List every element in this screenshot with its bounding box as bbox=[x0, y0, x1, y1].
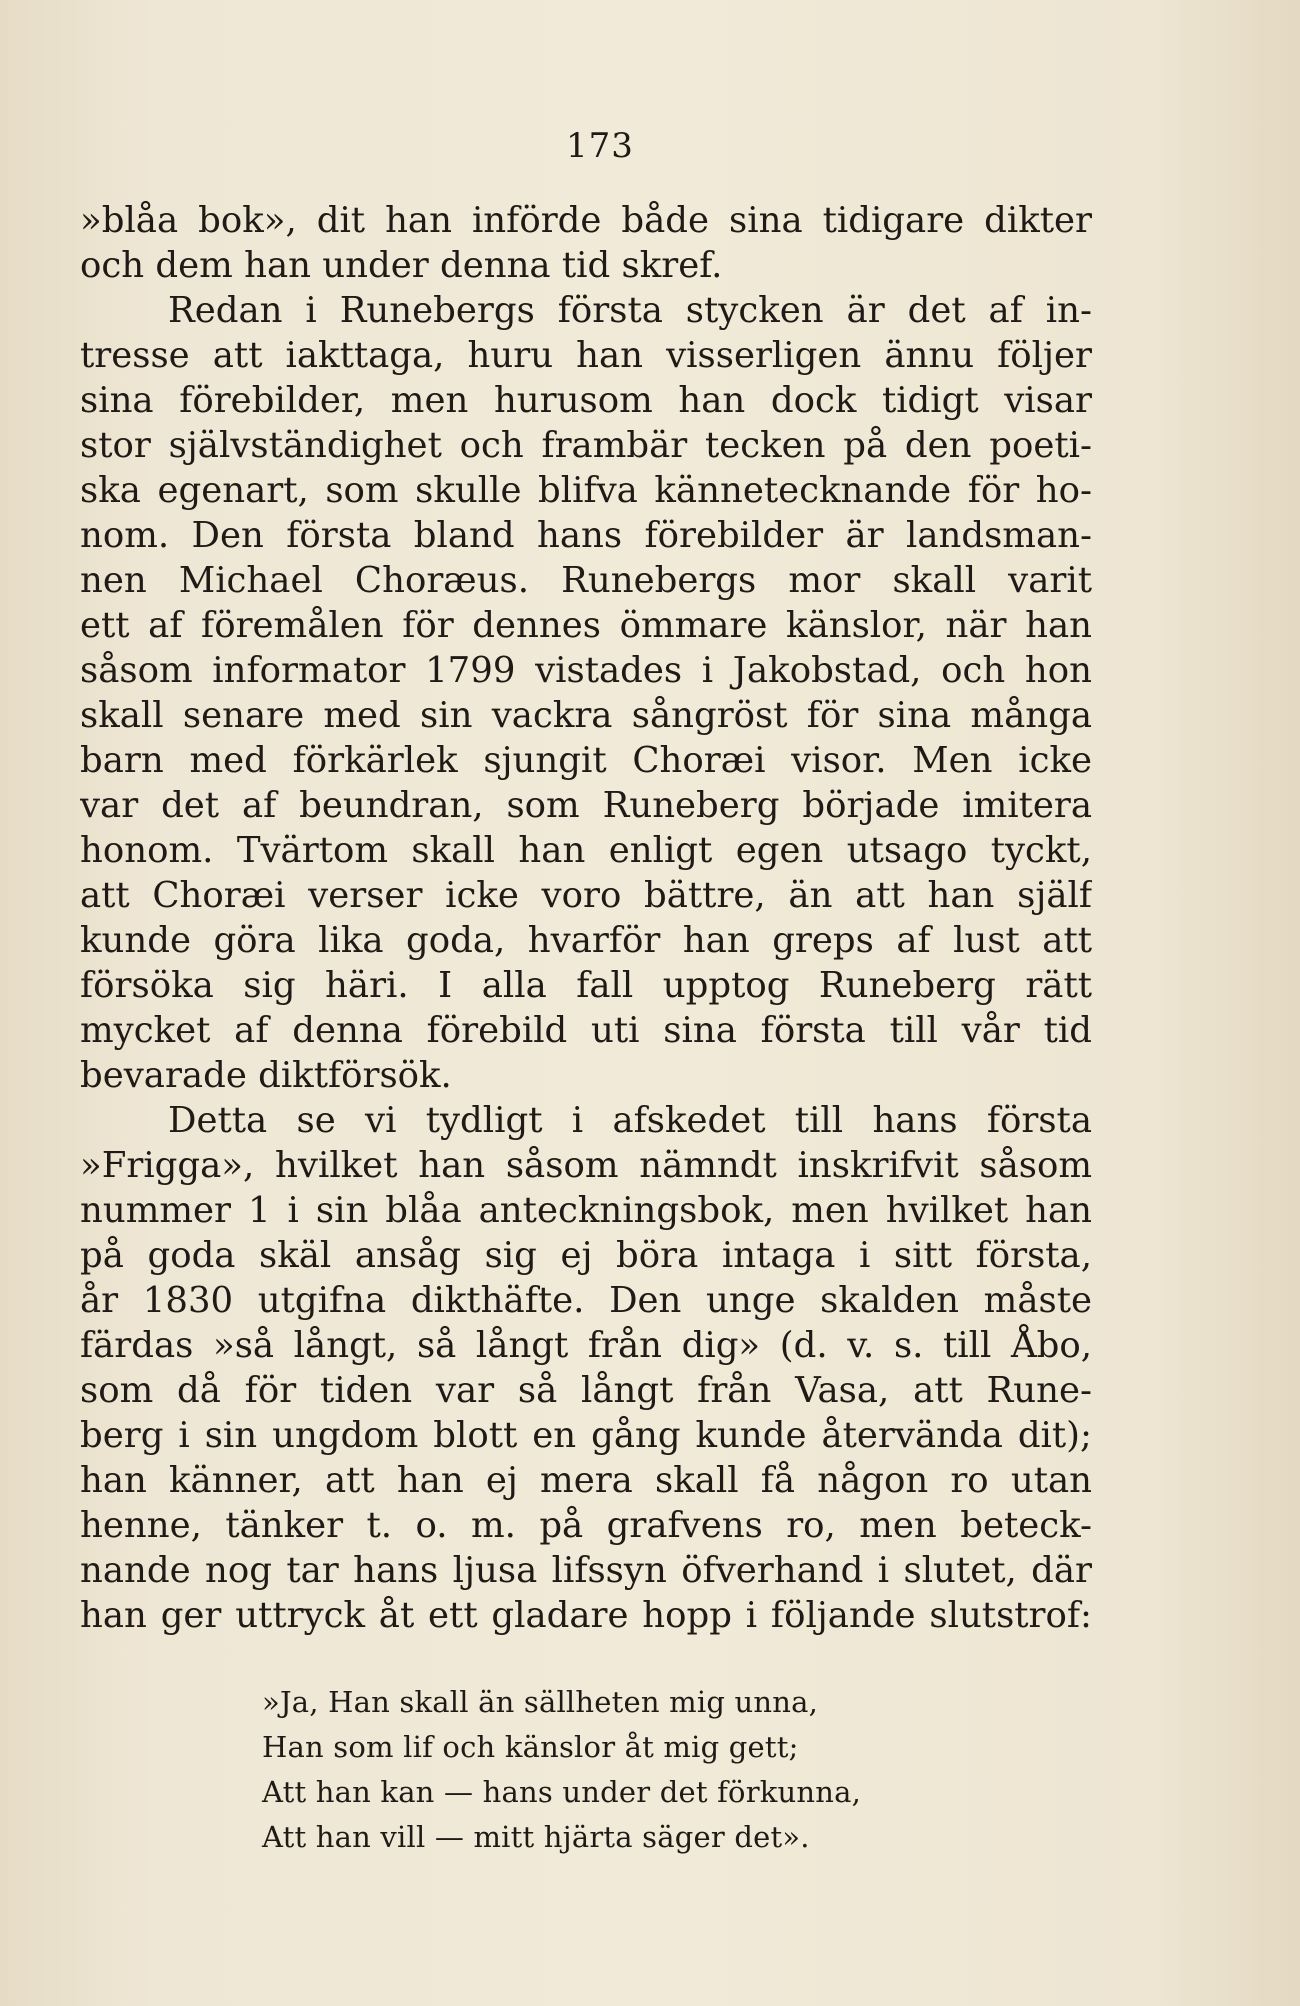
text-line: »blåa bok», dit han införde både sina tidigare dikter bbox=[80, 200, 1092, 241]
text-line: nom. Den första bland hans förebilder är landsman- bbox=[80, 515, 1092, 556]
text-line: Redan i Runebergs första stycken är det af in- bbox=[168, 290, 1092, 331]
poem-stanza bbox=[262, 1680, 962, 1860]
text-line: att Choræi verser icke voro bättre, än att han själf bbox=[80, 875, 1092, 916]
text-line: och dem han under denna tid skref. bbox=[80, 245, 723, 286]
text-line: han ger uttryck åt ett gladare hopp i följande slutstrof: bbox=[80, 1595, 1092, 1636]
poem-line: Han som lif och känslor åt mig gett; bbox=[262, 1730, 799, 1764]
text-line: berg i sin ungdom blott en gång kunde återvända dit); bbox=[80, 1415, 1092, 1456]
text-line: ska egenart, som skulle blifva kännetecknande för ho- bbox=[80, 470, 1092, 511]
text-line: som då för tiden var så långt från Vasa, att Rune- bbox=[80, 1370, 1092, 1411]
text-line: färdas »så långt, så långt från dig» (d. v. s. till Åbo, bbox=[80, 1325, 1092, 1366]
text-line: på goda skäl ansåg sig ej böra intaga i sitt första, bbox=[80, 1235, 1092, 1276]
text-line: sina förebilder, men hurusom han dock tidigt visar bbox=[80, 380, 1092, 421]
text-line: stor självständighet och frambär tecken på den poeti- bbox=[80, 425, 1092, 466]
text-line: bevarade diktförsök. bbox=[80, 1055, 452, 1096]
text-line: år 1830 utgifna dikthäfte. Den unge skalden måste bbox=[80, 1280, 1092, 1321]
body-text bbox=[80, 198, 1092, 1638]
poem-line: Att han vill — mitt hjärta säger det». bbox=[262, 1820, 810, 1854]
poem-line: Att han kan — hans under det förkunna, bbox=[262, 1775, 862, 1809]
text-line: honom. Tvärtom skall han enligt egen utsago tyckt, bbox=[80, 830, 1092, 871]
text-line: mycket af denna förebild uti sina första till vår tid bbox=[80, 1010, 1092, 1051]
text-line: försöka sig häri. I alla fall upptog Runeberg rätt bbox=[80, 965, 1092, 1006]
text-line: barn med förkärlek sjungit Choræi visor. Men icke bbox=[80, 740, 1092, 781]
text-line: skall senare med sin vackra sångröst för sina många bbox=[80, 695, 1092, 736]
poem-line: »Ja, Han skall än sällheten mig unna, bbox=[262, 1685, 819, 1719]
text-line: tresse att iakttaga, huru han visserligen ännu följer bbox=[80, 335, 1092, 376]
text-line: ett af föremålen för dennes ömmare känslor, när han bbox=[80, 605, 1092, 646]
text-line: kunde göra lika goda, hvarför han greps af lust att bbox=[80, 920, 1092, 961]
text-line: nen Michael Choræus. Runebergs mor skall varit bbox=[80, 560, 1092, 601]
text-line: nande nog tar hans ljusa lifssyn öfverhand i slutet, där bbox=[80, 1550, 1092, 1591]
text-line: nummer 1 i sin blåa anteckningsbok, men hvilket han bbox=[80, 1190, 1092, 1231]
text-line: »Frigga», hvilket han såsom nämndt inskrifvit såsom bbox=[80, 1145, 1092, 1186]
text-line: henne, tänker t. o. m. på grafvens ro, men beteck- bbox=[80, 1505, 1092, 1546]
page-number: 173 bbox=[566, 126, 634, 166]
text-line: han känner, att han ej mera skall få någon ro utan bbox=[80, 1460, 1092, 1501]
text-line: var det af beundran, som Runeberg började imitera bbox=[80, 785, 1092, 826]
text-line: Detta se vi tydligt i afskedet till hans första bbox=[168, 1100, 1092, 1141]
text-line: såsom informator 1799 vistades i Jakobstad, och hon bbox=[80, 650, 1092, 691]
